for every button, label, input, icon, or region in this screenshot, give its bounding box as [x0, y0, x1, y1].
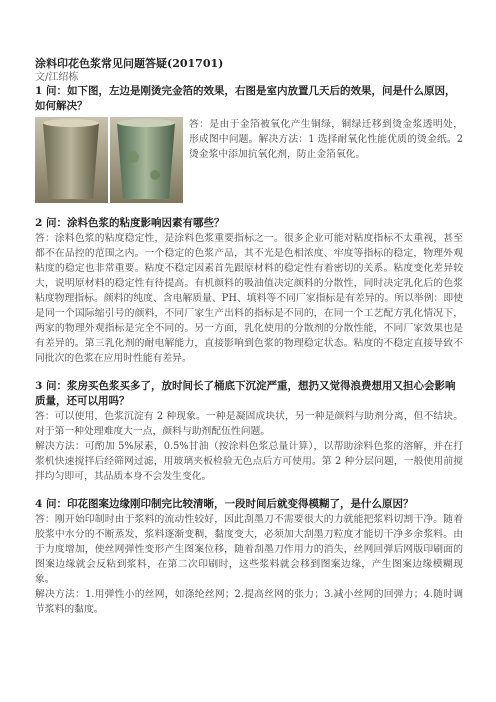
document-content — [35, 57, 463, 617]
answer-1: 答：是由于金箔被氧化产生铜绿，铜绿迁移到烫金浆透明处，形成图中问题。解决方法：1 选择耐氧化性能优质的烫金纸。2 烫金浆中添加抗氧化剂，防止金箔氧化。 — [189, 119, 463, 160]
question-1-body — [35, 117, 463, 203]
question-1-answer-block — [183, 117, 463, 203]
answer-4-part-1: 答：刚开始印制时由于浆料的流动性较好，因此刮墨刀不需要很大的力就能把浆料切割干净。随着胶浆中水分的不断蒸发，浆料逐渐变稠，黏度变大，必须加大刮墨刀粒度才能切干净多余浆料。由于力度增加，使丝网弹性变形产生图案位移，随着刮墨刀作用力的消失，丝网回弹后网版印刷面的图案边缘就会反粘到浆料，在第二次印刷时，这些浆料就会移到图案边缘，产生图案边缘模糊现象。 — [35, 514, 463, 585]
document-title: 涂料印花色浆常见问题答疑(201701) — [35, 57, 224, 70]
document-author: 文/江绍栋 — [35, 72, 79, 83]
question-3: 3 问：浆房买色浆买多了，放时间长了桶底下沉淀严重，想扔又觉得浪费想用又担心会影响质量，还可以用吗？ — [35, 380, 456, 407]
foil-comparison-image — [35, 117, 183, 203]
answer-4-part-2: 解决方法：1.用弹性小的丝网，如涤纶丝网；2.提高丝网的张力；3.减小丝网的回弹力；4.随时调节浆料的黏度。 — [35, 589, 463, 615]
question-4: 4 问：印花图案边缘刚印制完比较清晰，一段时间后就变得模糊了，是什么原因？ — [35, 498, 414, 510]
answer-3-part-2: 解决方法：可酌加 5%尿素，0.5%甘油（按涂料色浆总量计算），以帮助涂料色浆的溶解，并在打浆机快速搅拌后经筛网过滤，用玻璃夹板检验无色点后方可使用。第 2 种分层问题，一般使用前搅拌均匀即可，其品质本身不会发生变化。 — [35, 441, 463, 482]
answer-3-part-1: 答：可以使用，色浆沉淀有 2 种现象。一种是凝固成块状，另一种是颜料与助剂分离，但不结块。对于第一种处理难度大一点，颜料与助剂配伍性问题。 — [35, 411, 463, 437]
question-2: 2 问：涂料色浆的粘度影响因素有哪些？ — [35, 217, 225, 229]
answer-2: 答：涂料色浆的粘度稳定性，是涂料色浆重要指标之一。很多企业可能对粘度指标不太重视，甚至都不在品控的范围之内。一个稳定的色浆产品，其不光是色相浓度、牢度等指标的稳定，物理外观粘度的稳定也非常重要。粘度不稳定因素首先跟原材料的稳定性有着密切的关系。粘度变化差异较大，说明原材料的稳定性有待提高。有机颜料的吸油值决定颜料的分散性，同时决定乳化后的色浆粘度物理指标。颜料的纯度、含电解质量、PH、填料等不同厂家指标是有差异的。所以举例：即使是同一个国际缩引号的颜料，不同厂家生产出料的指标是不同的，在同一个工艺配方乳化情况下，两家的物理外观指标是完全不同的。另一方面，乳化使用的分散剂的分散性能，不同厂家效果也是有差异的。第三乳化剂的耐电解能力，直接影响到色浆的物理稳定状态。粘度的不稳定直接导致不同批次的色浆在应用时性能有差异。 — [35, 233, 463, 364]
foil-comparison-photo-icon — [35, 117, 183, 203]
question-1: 1 问：如下图，左边是刚烫完金箔的效果，右图是室内放置几天后的效果，问是什么原因，如何解决？ — [35, 85, 456, 112]
